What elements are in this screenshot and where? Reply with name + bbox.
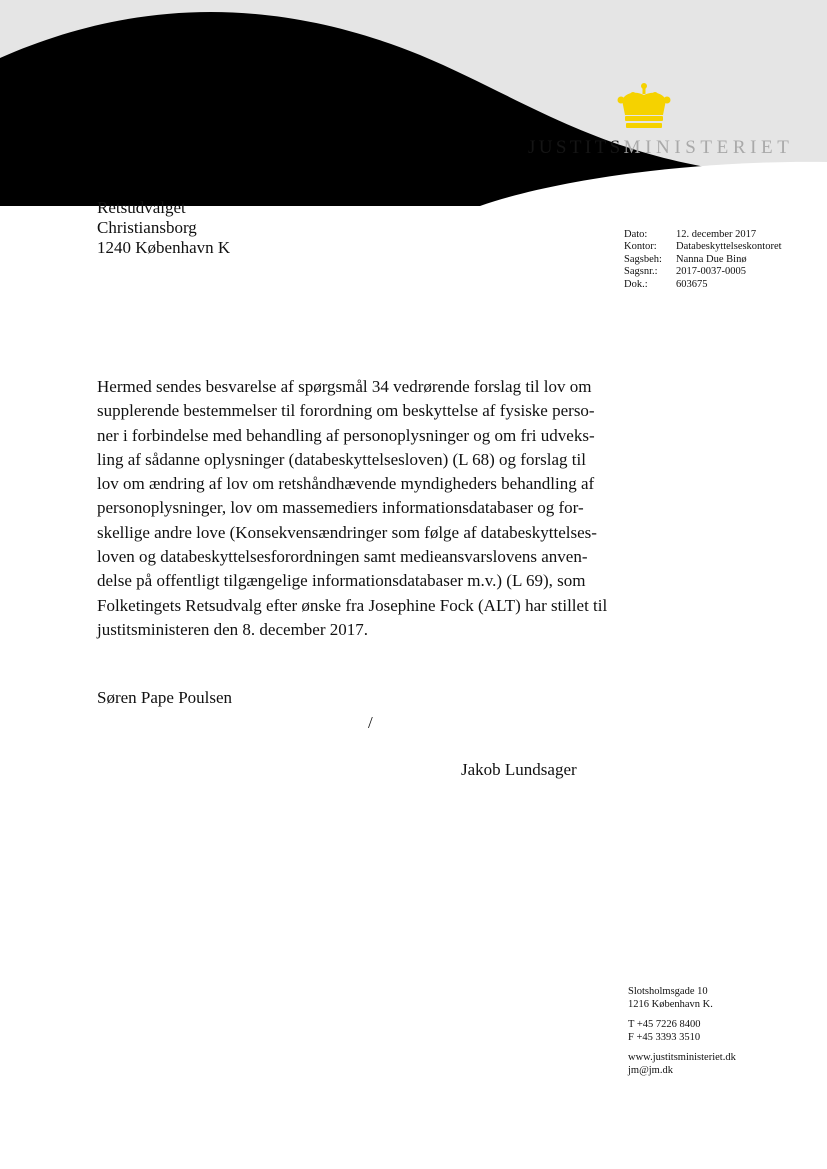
body-line: delse på offentligt tilgængelige informationsdatabaser m.v.) (L 69), som	[97, 571, 586, 591]
phone-number: T +45 7226 8400	[628, 1019, 701, 1030]
meta-row	[624, 279, 782, 291]
body-line: lov om ændring af lov om retshåndhævende myndigheders behandling af	[97, 474, 595, 494]
meta-row	[624, 254, 782, 266]
official-signature: Jakob Lundsager	[461, 760, 577, 779]
body-line: justitsministeren den 8. december 2017.	[97, 619, 368, 639]
meta-value: 12. december 2017	[676, 229, 757, 240]
website-link[interactable]: www.justitsministeriet.dk	[628, 1052, 736, 1063]
recipient-address	[97, 198, 230, 258]
body-line: ling af sådanne oplysninger (databeskyttelsesloven) (L 68) og forslag til	[97, 449, 586, 469]
email-link[interactable]: jm@jm.dk	[628, 1064, 673, 1076]
meta-value: Nanna Due Binø	[676, 253, 747, 265]
brand-wordmark	[528, 137, 793, 159]
body-line: skellige andre love (Konsekvensændringer som følge af databeskyttelses-	[97, 522, 597, 542]
letterhead	[0, 0, 827, 206]
body-line: Folketingets Retsudvalg efter ønske fra Josephine Fock (ALT) har stillet til	[97, 595, 608, 615]
address-block	[628, 986, 736, 1011]
meta-label: Sagsnr.:	[624, 266, 658, 278]
meta-label: Dato:	[624, 229, 648, 240]
meta-row	[624, 266, 782, 278]
body-line: Hermed sendes besvarelse af spørgsmål 34 vedrørende forslag til lov om	[97, 377, 592, 396]
meta-label: Sagsbeh:	[624, 253, 662, 265]
phone-block	[628, 1019, 736, 1044]
web-block	[628, 1052, 736, 1077]
meta-value: 2017-0037-0005	[676, 266, 746, 278]
document-metadata	[624, 229, 782, 291]
body-line: personoplysninger, lov om massemediers informationsdatabaser og for-	[97, 498, 584, 518]
crown-icon	[616, 82, 672, 130]
meta-row	[624, 229, 782, 241]
recipient-line: Retsudvalget	[97, 198, 186, 217]
letterhead-wave	[0, 0, 827, 206]
meta-value: Databeskyttelseskontoret	[676, 241, 782, 253]
body-line: loven og databeskyttelsesforordningen samt medieansvarslovens anven-	[97, 547, 588, 567]
ministry-contact	[628, 986, 736, 1085]
recipient-line: Christiansborg	[97, 218, 197, 237]
minister-signature: Søren Pape Poulsen	[97, 688, 233, 707]
address-line: Slotsholmsgade 10	[628, 986, 708, 997]
meta-row	[624, 241, 782, 253]
fax-number: F +45 3393 3510	[628, 1031, 701, 1043]
meta-label: Kontor:	[624, 241, 657, 253]
brand-bold: JUSTITS	[528, 137, 624, 158]
address-line: 1216 København K.	[628, 998, 713, 1010]
brand-light: MINISTERIET	[623, 137, 794, 158]
body-line: ner i forbindelse med behandling af personoplysninger og om fri udveks-	[97, 425, 595, 445]
signature-separator: /	[368, 713, 373, 732]
letter-body	[97, 375, 607, 642]
meta-label: Dok.:	[624, 278, 648, 290]
meta-value: 603675	[676, 278, 708, 290]
body-line: supplerende bestemmelser til forordning om beskyttelse af fysiske perso-	[97, 401, 595, 421]
recipient-line: 1240 København K	[97, 238, 231, 257]
